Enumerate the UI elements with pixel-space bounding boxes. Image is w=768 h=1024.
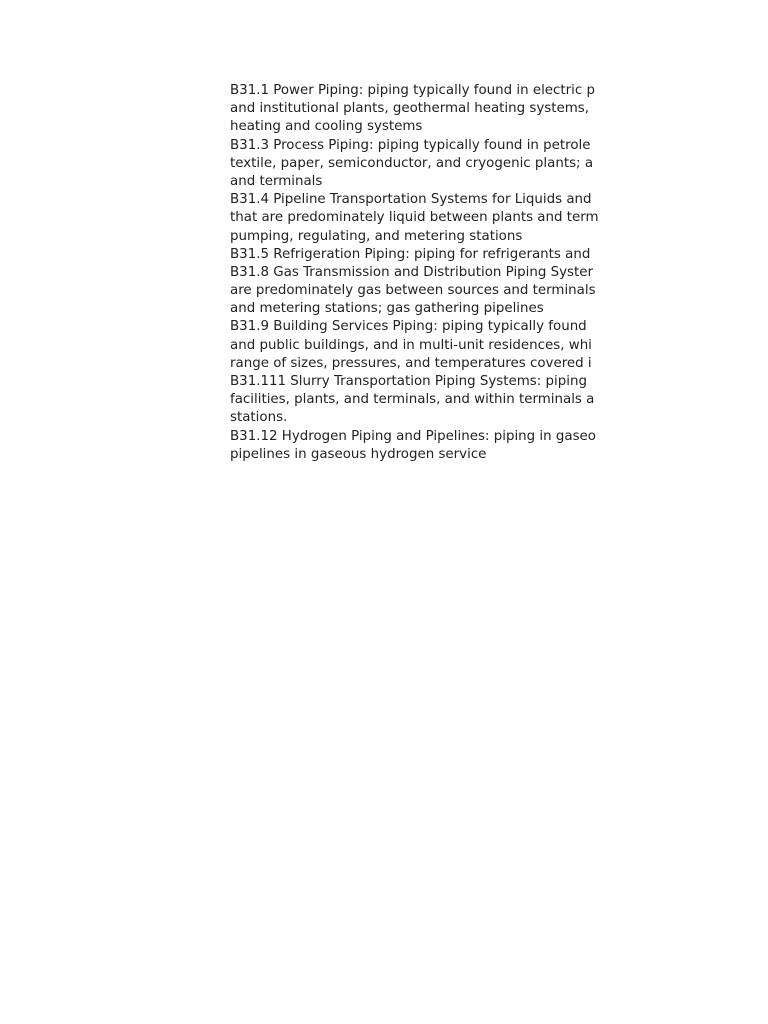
text-line: and institutional plants, geothermal heating systems, xyxy=(230,101,590,117)
text-line: B31.111 Slurry Transportation Piping Systems: piping xyxy=(230,374,587,389)
text-line: and terminals xyxy=(230,173,323,189)
text-line: B31.12 Hydrogen Piping and Pipelines: piping in gaseo xyxy=(230,428,596,444)
text-line: range of sizes, pressures, and temperatures covered i xyxy=(230,355,592,371)
text-line: that are predominately liquid between plants and term xyxy=(230,210,599,226)
text-line: facilities, plants, and terminals, and within terminals a xyxy=(230,392,595,408)
text-line: textile, paper, semiconductor, and cryogenic plants; a xyxy=(230,155,594,171)
text-line: pumping, regulating, and metering stations xyxy=(230,228,523,244)
text-line: B31.4 Pipeline Transportation Systems for Liquids and xyxy=(230,192,592,208)
text-line: B31.1 Power Piping: piping typically found in electric p xyxy=(230,83,595,98)
text-line: B31.3 Process Piping: piping typically found in petrole xyxy=(230,137,591,153)
text-line: and public buildings, and in multi-unit residences, whi xyxy=(230,337,592,353)
text-line: B31.9 Building Services Piping: piping typically found xyxy=(230,319,587,335)
text-line: B31.8 Gas Transmission and Distribution Piping Syster xyxy=(230,264,594,280)
text-line: pipelines in gaseous hydrogen service xyxy=(230,446,487,462)
text-line: heating and cooling systems xyxy=(230,119,423,135)
document-text-block xyxy=(230,82,614,464)
text-line: and metering stations; gas gathering pipelines xyxy=(230,301,544,317)
text-line: are predominately gas between sources and terminals xyxy=(230,283,596,299)
text-line: B31.5 Refrigeration Piping: piping for refrigerants and xyxy=(230,246,591,262)
text-line: stations. xyxy=(230,410,288,426)
